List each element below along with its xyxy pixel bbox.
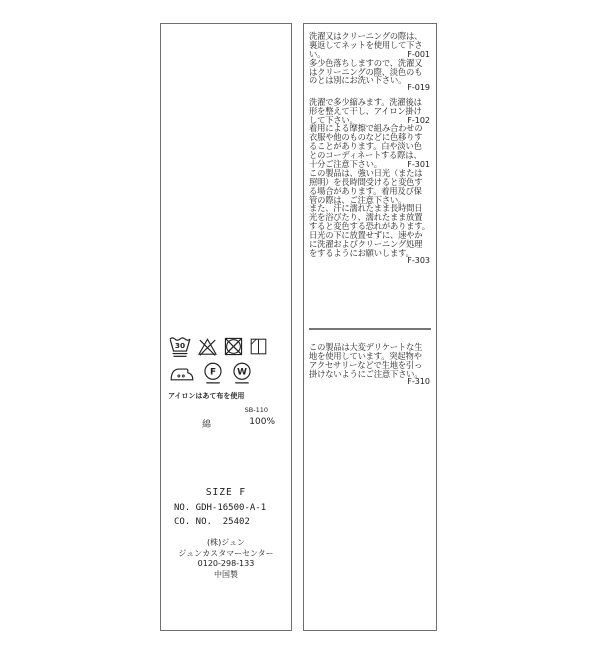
care-text-line: とのコーディネートする際は、 bbox=[309, 150, 422, 161]
care-text-line: 管の際は、ご注意下さい。 bbox=[309, 194, 407, 205]
composition-row bbox=[168, 417, 285, 430]
care-text-line: F-303 bbox=[407, 255, 430, 265]
care-text-line: 形を整えて干し、アイロン掛け bbox=[309, 105, 422, 116]
size-label: SIZE F bbox=[205, 487, 247, 498]
left-care-label bbox=[160, 23, 292, 631]
dry-clean-f-gentle-icon bbox=[202, 361, 224, 386]
fabric-code: SB-110 bbox=[244, 406, 268, 414]
care-text-line: F-019 bbox=[407, 83, 430, 93]
care-text-line: をするようにお願いします。 bbox=[309, 247, 414, 258]
care-text-line: 衣服や他のものなどに色移りす bbox=[309, 132, 423, 143]
care-text-line: 洗濯で多少縮みます。洗濯後は bbox=[309, 96, 422, 107]
material-percent: 100% bbox=[249, 417, 275, 427]
care-symbols-row-2 bbox=[169, 361, 285, 386]
care-text-line: 十分ご注意下さい。 F-301 bbox=[309, 158, 430, 169]
do-not-bleach-icon bbox=[197, 336, 218, 357]
iron-icon bbox=[169, 365, 195, 383]
care-text-line: また、汗に濡れたまま長時間日 bbox=[309, 203, 423, 214]
care-text-line: 光を浴びたり、濡れたまま放置 bbox=[309, 212, 423, 223]
care-text-line: ることがあります。白や淡い色 bbox=[309, 141, 422, 152]
care-instructions-section-1 bbox=[309, 30, 431, 265]
maker-info bbox=[161, 538, 291, 580]
iron-note: アイロンはあて布を使用 bbox=[168, 392, 245, 400]
care-text-line: のとは別にお洗い下さい。 bbox=[309, 75, 407, 86]
care-text-line: はクリーニングの際、淡色のも bbox=[309, 66, 423, 77]
care-text-line: して下さい。 F-102 bbox=[309, 114, 430, 125]
wet-clean-w-gentle-icon bbox=[231, 361, 253, 386]
care-text-line: 日光の下に放置せずに、速やか bbox=[309, 230, 423, 241]
maker-info-line: (株)ジュン bbox=[206, 538, 246, 547]
line-dry-in-shade-icon bbox=[249, 337, 268, 356]
maker-info-line: ジュンカスタマーセンター bbox=[178, 548, 274, 558]
care-instructions-section-2 bbox=[309, 341, 431, 385]
company-number: CO. NO. 25402 bbox=[174, 517, 250, 527]
maker-info-line: 0120-298-133 bbox=[197, 559, 255, 568]
care-text-line: 洗濯又はクリーニングの際は、 bbox=[309, 31, 423, 41]
care-text-line: に洗濯およびクリーニング処理 bbox=[309, 238, 423, 249]
care-text-line: 地を使用しています。突起物や bbox=[309, 350, 422, 361]
care-text-line: この製品は、強い日光（または bbox=[309, 167, 423, 178]
care-text-line: この製品は大変デリケートな生 bbox=[309, 342, 423, 352]
section-divider bbox=[309, 328, 431, 330]
care-text-line: すると変色する恐れがあります。 bbox=[309, 221, 430, 232]
maker-info-line: 中国製 bbox=[214, 569, 238, 579]
wash-30-gentle-icon bbox=[168, 334, 192, 358]
svg-text:F: F bbox=[209, 367, 217, 378]
care-symbols-row-1 bbox=[168, 334, 285, 358]
product-info-block bbox=[161, 487, 291, 580]
care-symbols-block bbox=[168, 334, 285, 430]
care-text-line: い。 F-001 bbox=[309, 48, 430, 59]
product-number: NO. GDH-16500-A-1 bbox=[174, 502, 267, 513]
care-text-line: 掛けないようにご注意下さい。 bbox=[309, 368, 423, 379]
care-text-line: 多少色落ちしますので、洗濯又 bbox=[309, 57, 423, 68]
care-text-line: 照明）を長時間受けると変色す bbox=[309, 176, 423, 187]
care-text-line: アクセサリーなどで生地を引っ bbox=[309, 359, 423, 370]
right-care-label bbox=[303, 23, 437, 631]
svg-text:W: W bbox=[237, 367, 247, 378]
care-text-line: 着用による摩擦で組み合わせの bbox=[309, 123, 423, 134]
care-text-line: る場合があります。着用及び保 bbox=[309, 185, 422, 196]
svg-text:30: 30 bbox=[174, 340, 186, 350]
care-text-line: F-310 bbox=[407, 376, 430, 386]
do-not-tumble-dry-icon bbox=[223, 336, 244, 357]
material-name: 綿 bbox=[202, 420, 212, 430]
care-text-line: 裏返してネットを使用して下さ bbox=[309, 39, 423, 50]
